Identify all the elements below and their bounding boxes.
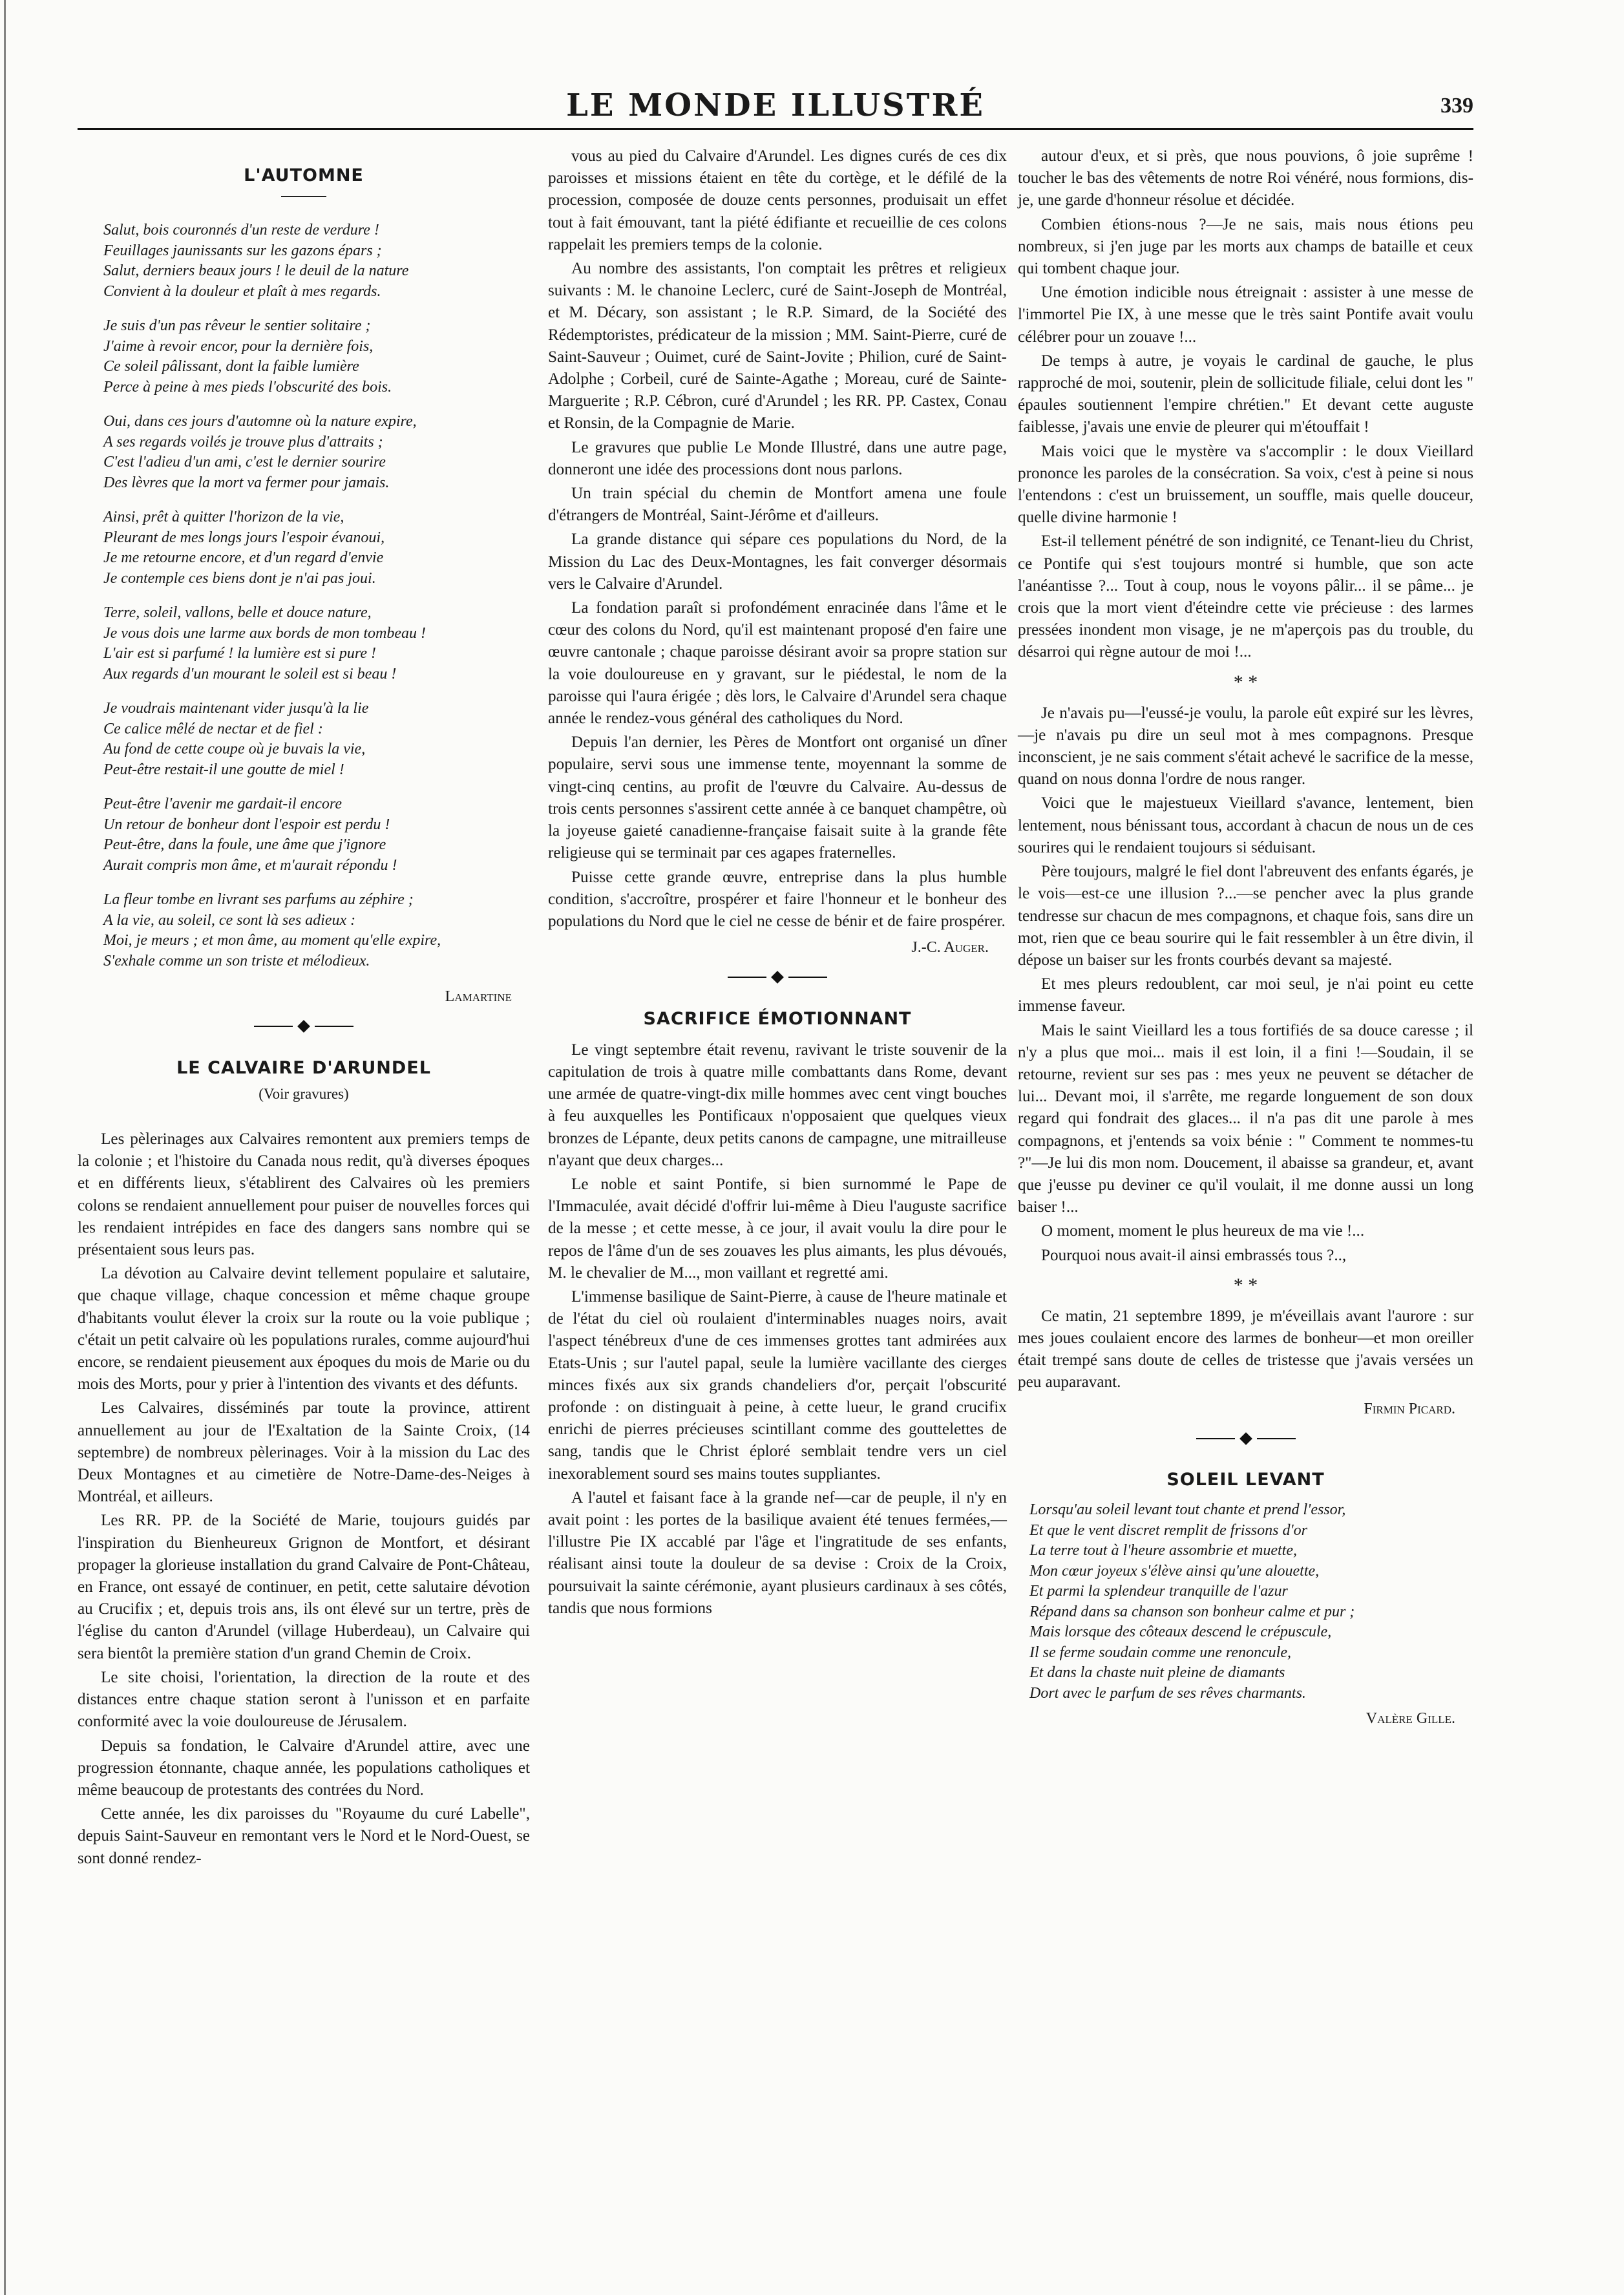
poem-line: C'est l'adieu d'un ami, c'est le dernier sourire: [103, 454, 386, 471]
sacrifice-title: SACRIFICE ÉMOTIONNANT: [643, 1008, 912, 1029]
paragraph: Depuis l'an dernier, les Pères de Montfort ont organisé un dîner populaire, servi sous une immense tente, moyennant la somme de vingt-cinq centins, au profit de l'œuvre du Calvaire. Au-dessus de trois cents personnes s'assirent cette année à ce banquet champêtre, où la joyeuse gaieté canadienne-française faisait suite à la grande fête religieuse qui se terminait par ces agapes fraternelles.: [548, 734, 1007, 862]
poem-line: Je me retourne encore, et d'un regard d'envie: [103, 549, 384, 567]
calvaire-subtitle: (Voir gravures): [258, 1085, 349, 1102]
poem-line: Des lèvres que la mort va fermer pour jamais.: [103, 474, 390, 491]
paragraph: A l'autel et faisant face à la grande nef—car de peuple, il n'y en avait point : les portes de la basilique avaient été tenues fermées,— l'illustre Pie IX accablé par l'âge et l'ingratitude de ses enfants, réalisant ainsi toute la douleur de sa devise : Croix de la Croix, poursuivait la sainte cérémonie, ayant plusieurs cardinaux à ses côtés, tandis que nous formions: [548, 1488, 1007, 1617]
poem-line: J'aime à revoir encor, pour la dernière fois,: [103, 337, 374, 355]
poem-line: Pleurant de mes longs jours l'espoir évanoui,: [103, 529, 385, 546]
poem-line: Mon cœur joyeux s'élève ainsi qu'une alouette,: [1029, 1562, 1320, 1580]
poem-line: Ce calice mêlé de nectar et de fiel :: [103, 720, 323, 737]
section-ornament: [78, 1014, 530, 1036]
paragraph: De temps à autre, je voyais le cardinal de gauche, le plus rapproché de moi, soutenir, plein de sollicitude filiale, celui dont les " épaules soutiennent l'empire chrétien." Et devant cette auguste faiblesse, j'avais une envie de pleurer qui m'étouffait !: [1018, 352, 1473, 436]
sacrifice-body-col3a: [1018, 145, 1473, 664]
paragraph: Le noble et saint Pontife, si bien surnommé le Pape de l'Immaculée, avait décidé d'offrir lui-même à Dieu l'auguste sacrifice de la messe ; et cette messe, à ce jour, il avait voulu la dire pour le repos de l'âme d'un de ses zouaves les plus aimants, les plus dévoués, M. le chevalier de M..., mon vaillant et regretté ami.: [548, 1175, 1007, 1282]
paragraph: Ce matin, 21 septembre 1899, je m'éveillais avant l'aurore : sur mes joues coulaient encore des larmes de bonheur—et mon oreiller était trempé sans doute de celles de tristesse que j'avais versées un peu auparavant.: [1018, 1307, 1473, 1391]
sacrifice-author: Firmin Picard.: [1364, 1400, 1455, 1417]
paragraph: Un train spécial du chemin de Montfort amena une foule d'étrangers de Montréal, Saint-Jérôme et d'ailleurs.: [548, 485, 1007, 525]
paragraph: Cette année, les dix paroisses du "Royaume du curé Labelle", depuis Saint-Sauveur en remontant vers le Nord et le Nord-Ouest, se sont donné rendez-: [78, 1805, 530, 1867]
poem-line: Peut-être l'avenir me gardait-il encore: [103, 796, 343, 813]
paragraph: Mais le saint Vieillard les a tous fortifiés de sa douce caresse ; il n'y a plus que moi... mais il est loin, il a fini !—Soudain, il se retourne, revient sur ses pas : mes yeux ne peuvent se détacher de lui... Devant moi, il s'arrête, me regarde longuement de son doux regard qui fondrait des glaces... il n'a pas dit une parole à mes compagnons, et j'entends sa voix bénie : " Comment te nommes-tu ?"—Je lui dis mon nom. Doucement, il abaisse sa grandeur, et, avant que j'eusse pu deviner ce qu'il voulait, il me donne aussi un long baiser !...: [1018, 1021, 1473, 1216]
poem-line: La fleur tombe en livrant ses parfums au zéphire ;: [103, 891, 414, 909]
poem-line: Il se ferme soudain comme une renoncule,: [1029, 1644, 1291, 1661]
calvaire-body-col2: [548, 145, 1007, 933]
poem-line: Ce soleil pâlissant, dont la faible lumière: [103, 358, 359, 375]
poem-line: Terre, soleil, vallons, belle et douce nature,: [103, 604, 372, 622]
paragraph: Puisse cette grande œuvre, entreprise dans la plus humble condition, s'accroître, prospérer et faire l'honneur et le bonheur des populations du Nord que le ciel ne cesse de bénir et de faire prospérer.: [548, 868, 1007, 930]
column-3: [1018, 145, 1473, 1736]
paragraph: La fondation paraît si profondément enracinée dans l'âme et le cœur des colons du Nord, qu'il est maintenant proposé d'en faire une œuvre cantonale ; chaque paroisse désirant avoir sa propre station sur la voie douloureuse en y gravant, sur le piédestal, le nom de la paroisse qui l'aura érigée ; dès lors, le Calvaire d'Arundel sera chaque année le rendez-vous général des catholiques du Nord.: [548, 599, 1007, 728]
poem-stanza: [103, 412, 530, 493]
paragraph: La grande distance qui sépare ces populations du Nord, de la Mission du Lac des Deux-Montagnes, les fait converger désormais vers le Calvaire d'Arundel.: [548, 531, 1007, 593]
title-rule: [281, 196, 326, 197]
sacrifice-body-col2: [548, 1039, 1007, 1620]
poem-line: Perce à peine à mes pieds l'obscurité des bois.: [103, 378, 392, 396]
automne-title: L'AUTOMNE: [244, 165, 364, 185]
paragraph: Au nombre des assistants, l'on comptait les prêtres et religieux suivants : M. le chanoine Leclerc, curé de Saint-Joseph de Montréal, et M. Décary, son assistant ; le R.P. Simard, de la Société des Rédemptoristes, prédicateur de la mission ; MM. Saint-Pierre, curé de Saint-Sauveur ; Ouimet, curé de Saint-Jovite ; Philion, curé de Saint-Adolphe ; Corbeil, curé de Sainte-Agathe ; Moreau, curé de Sainte-Marguerite ; R.P. Cébron, curé d'Arundel ; les RR. PP. Castex, Conau et Ronsin, de la Compagnie de Marie.: [548, 260, 1007, 432]
paragraph: Combien étions-nous ?—Je ne sais, mais nous étions peu nombreux, si j'en juge par les morts aux champs de bataille et ceux qui tombent chaque jour.: [1018, 215, 1473, 278]
poem-line: La terre tout à l'heure assombrie et muette,: [1029, 1542, 1297, 1560]
paragraph: O moment, moment le plus heureux de ma vie !...: [1041, 1222, 1365, 1240]
soleil-title: SOLEIL LEVANT: [1166, 1469, 1325, 1490]
asterism: * *: [1233, 671, 1258, 693]
section-ornament: [548, 965, 1007, 987]
poem-line: Aux regards d'un mourant le soleil est si beau !: [103, 665, 397, 682]
poem-line: Peut-être restait-il une goutte de miel !: [103, 761, 344, 778]
paragraph: Le vingt septembre était revenu, ravivant le triste souvenir de la capitulation de trois à quatre mille combattants dans Rome, devant une armée de quatre-vingt-dix mille hommes avec cent vingt bouches à feu auxquelles les Pontificaux n'opposaient que quelques vieux bronzes de Lépante, deux petits canons de campagne, une mitrailleuse n'ayant que deux charges...: [548, 1041, 1007, 1169]
poem-stanza: [103, 794, 530, 876]
poem-line: Salut, derniers beaux jours ! le deuil de la nature: [103, 262, 409, 280]
section-ornament: [1018, 1426, 1473, 1448]
poem-line: Et que le vent discret remplit de frissons d'or: [1029, 1521, 1307, 1539]
poem-line: Ainsi, prêt à quitter l'horizon de la vie,: [103, 509, 344, 526]
paragraph: Les pèlerinages aux Calvaires remontent aux premiers temps de la colonie ; et l'histoire du Canada nous redit, qu'à diverses époques et en différents lieux, s'établirent des Calvaires où les premiers colons se rendaient annuellement pour puiser de nouvelles forces qui les rendaient intrépides en face des dangers sans nombre qui se présentaient sous leurs pas.: [78, 1130, 530, 1259]
poem-line: A la vie, au soleil, ce sont là ses adieux :: [103, 911, 356, 929]
poem-line: Je contemple ces biens dont je n'ai pas joui.: [103, 569, 376, 587]
soleil-poem: [1029, 1500, 1473, 1704]
page-header: [78, 87, 1473, 126]
automne-poem: [78, 220, 530, 971]
poem-stanza: [103, 890, 530, 971]
poem-line: Peut-être, dans la foule, une âme que j'ignore: [103, 836, 386, 854]
page-edge: [4, 0, 6, 2295]
paragraph: Pourquoi nous avait-il ainsi embrassés tous ?..,: [1041, 1246, 1347, 1264]
sacrifice-body-col3c: [1018, 1306, 1473, 1394]
poem-line: Salut, bois couronnés d'un reste de verdure !: [103, 222, 379, 239]
poem-line: Oui, dans ces jours d'automne où la nature expire,: [103, 413, 417, 430]
poem-line: Répand dans sa chanson son bonheur calme et pur ;: [1029, 1603, 1355, 1620]
paragraph: Je n'avais pu—l'eussé-je voulu, la parole eût expiré sur les lèvres,—je n'avais pu dire un seul mot à mes compagnons. Presque inconscient, je ne sais comment s'était achevé le sacrifice de la messe, quand on nous donna l'ordre de nous ranger.: [1018, 704, 1473, 788]
paragraph: Est-il tellement pénétré de son indignité, ce Tenant-lieu du Christ, ce Pontife qui s'est toujours montré si humble, que son acte l'anéantisse ?... Tout à coup, nous le voyons pâlir... il se pâme... je crois que la mort vient d'éteindre cette vie précieuse : des larmes pressées inondent mon visage, je ne m'aperçois pas du trouble, du désarroi qui règne autour de moi !...: [1018, 533, 1473, 661]
column-2: [548, 145, 1007, 1622]
paragraph: Père toujours, malgré le fiel dont l'abreuvent des enfants égarés, je le vois—est-ce une illusion ?...—se pencher avec la plus grande tendresse sur chacun de mes compagnons, et chaque fois, sans dire un mot, rien que ce beau sourire qui le fait ressembler à un être divin, il dépose un baiser sur les fronts courbés devant sa majesté.: [1018, 863, 1473, 969]
paragraph: L'immense basilique de Saint-Pierre, à cause de l'heure matinale et de l'état du ciel où roulaient d'interminables nuages noirs, avait l'aspect ténébreux d'une de ces immenses grottes tant admirées aux Etats-Unis ; sur l'autel papal, seule la lumière vacillante des cierges minces fixés aux six grands chandeliers d'or, perçait l'obscurité profonde : on distinguait à peine, à cette lueur, le grand crucifix enrichi de pierres précieuses scintillant comme des gouttelettes de sang, tandis que le Christ éploré semblait tendre vers un ciel inexorablement sourd ses mains toutes suppliantes.: [548, 1287, 1007, 1483]
paragraph: Une émotion indicible nous étreignait : assister à une messe de l'immortel Pie IX, à une messe que le très saint Pontife avait voulu célébrer pour un zouave !...: [1018, 284, 1473, 346]
poem-line: Mais lorsque des côteaux descend le crépuscule,: [1029, 1623, 1332, 1641]
paragraph: Mais voici que le mystère va s'accomplir : le doux Vieillard prononce les paroles de la consécration. Sa voix, c'est à peine si nous l'entendons : c'est un bruissement, un souffle, mais quelle douceur, quelle divine harmonie !: [1018, 442, 1473, 527]
calvaire-body-col1: [78, 1128, 530, 1870]
poem-line: Un retour de bonheur dont l'espoir est perdu !: [103, 816, 390, 833]
poem-line: Convient à la douleur et plaît à mes regards.: [103, 282, 381, 300]
poem-line: Je suis d'un pas rêveur le sentier solitaire ;: [103, 317, 371, 335]
paragraph: La dévotion au Calvaire devint tellement populaire et salutaire, que chaque village, chaque concession et même chaque groupe d'habitants voulut élever la croix sur la route ou la voie publique ; c'était un petit calvaire où les populations rurales, comme aujourd'hui encore, se rendaient pieusement aux époques du mois de Marie ou du mois des Morts, pour y prier à l'intention des vivants et des défunts.: [78, 1265, 530, 1393]
poem-line: Et parmi la splendeur tranquille de l'azur: [1029, 1583, 1288, 1600]
paragraph: Les Calvaires, disséminés par toute la province, attirent annuellement au jour de l'Exaltation de la Sainte Croix, (14 septembre) de nombreux pèlerinages. Voir à la mission du Lac des Deux Montagnes et au cimetière de Notre-Dame-des-Neiges à Montréal, et ailleurs.: [78, 1399, 530, 1506]
calvaire-author: J.-C. Auger.: [911, 939, 989, 957]
automne-author: Lamartine: [445, 988, 512, 1006]
poem-line: Feuillages jaunissants sur les gazons épars ;: [103, 242, 382, 259]
header-rule: [78, 128, 1473, 130]
paragraph: Depuis sa fondation, le Calvaire d'Arundel attire, avec une progression étonnante, chaque année, les populations catholiques et même beaucoup de protestants des contrées du Nord.: [78, 1737, 530, 1799]
sacrifice-body-col3b: [1018, 703, 1473, 1267]
paragraph: Voici que le majestueux Vieillard s'avance, lentement, bien lentement, nous bénissant tous, accordant à chacun de nous un de ces sourires qui le rendaient toujours si séduisant.: [1018, 794, 1473, 856]
poem-line: Aurait compris mon âme, et m'aurait répondu !: [103, 856, 397, 874]
poem-line: Dort avec le parfum de ses rêves charmants.: [1029, 1684, 1306, 1702]
paragraph: Le gravures que publie Le Monde Illustré, dans une autre page, donneront une idée des processions dont nous parlons.: [548, 438, 1007, 478]
poem-line: A ses regards voilés je trouve plus d'attraits ;: [103, 433, 383, 450]
paragraph: autour d'eux, et si près, que nous pouvions, ô joie suprême ! toucher le bas des vêtements de notre Roi vénéré, nous formions, dis-je, une garde d'honneur résolue et décidée.: [1018, 147, 1473, 209]
poem-line: Et dans la chaste nuit pleine de diamants: [1029, 1664, 1285, 1682]
poem-line: S'exhale comme un son triste et mélodieux.: [103, 952, 370, 969]
poem-line: Je vous dois une larme aux bords de mon tombeau !: [103, 624, 427, 642]
page-number: 339: [1440, 94, 1473, 118]
calvaire-title: LE CALVAIRE D'ARUNDEL: [176, 1057, 431, 1078]
poem-line: L'air est si parfumé ! la lumière est si pure !: [103, 645, 376, 662]
poem-line: Je voudrais maintenant vider jusqu'à la lie: [103, 700, 369, 717]
paragraph: vous au pied du Calvaire d'Arundel. Les dignes curés de ces dix paroisses et missions étaient en tête du cortège, et le défilé de la procession, composée de douze cents personnes, produisait un effet tout à fait émouvant, tant la piété édifiante et recueillie de ces colons rappelait les premiers temps de la colonie.: [548, 147, 1007, 253]
paragraph: Et mes pleurs redoublent, car moi seul, je n'ai point eu cette immense faveur.: [1018, 975, 1473, 1015]
asterism: * *: [1233, 1274, 1258, 1296]
poem-line: Lorsqu'au soleil levant tout chante et prend l'essor,: [1029, 1501, 1346, 1519]
poem-stanza: [103, 603, 530, 684]
poem-stanza: [103, 507, 530, 589]
poem-stanza: [103, 699, 530, 780]
masthead: LE MONDE ILLUSTRÉ: [566, 87, 985, 123]
poem-line: Moi, je meurs ; et mon âme, au moment qu'elle expire,: [103, 932, 441, 949]
paragraph: Le site choisi, l'orientation, la direction de la route et des distances entre chaque station seront à l'unisson et en parfaite conformité avec la voie douloureuse de Jérusalem.: [78, 1668, 530, 1731]
poem-stanza: [103, 316, 530, 397]
column-1: [78, 145, 530, 1872]
paragraph: Les RR. PP. de la Société de Marie, toujours guidés par l'inspiration du Bienheureux Grignon de Montfort, et désirant propager la glorieuse installation du grand Calvaire de Pont-Château, en France, ont essayé de continuer, en petit, cette salutaire dévotion au Crucifix ; et, depuis trois ans, ils ont élevé sur un tertre, près de l'église du canton d'Arundel (village Huberdeau), un Calvaire qui sera bientôt la première station d'un grand Chemin de Croix.: [78, 1512, 530, 1662]
soleil-author: Valère Gille.: [1366, 1710, 1455, 1728]
poem-line: Au fond de cette coupe où je buvais la vie,: [103, 741, 366, 758]
poem-stanza: [103, 220, 530, 302]
